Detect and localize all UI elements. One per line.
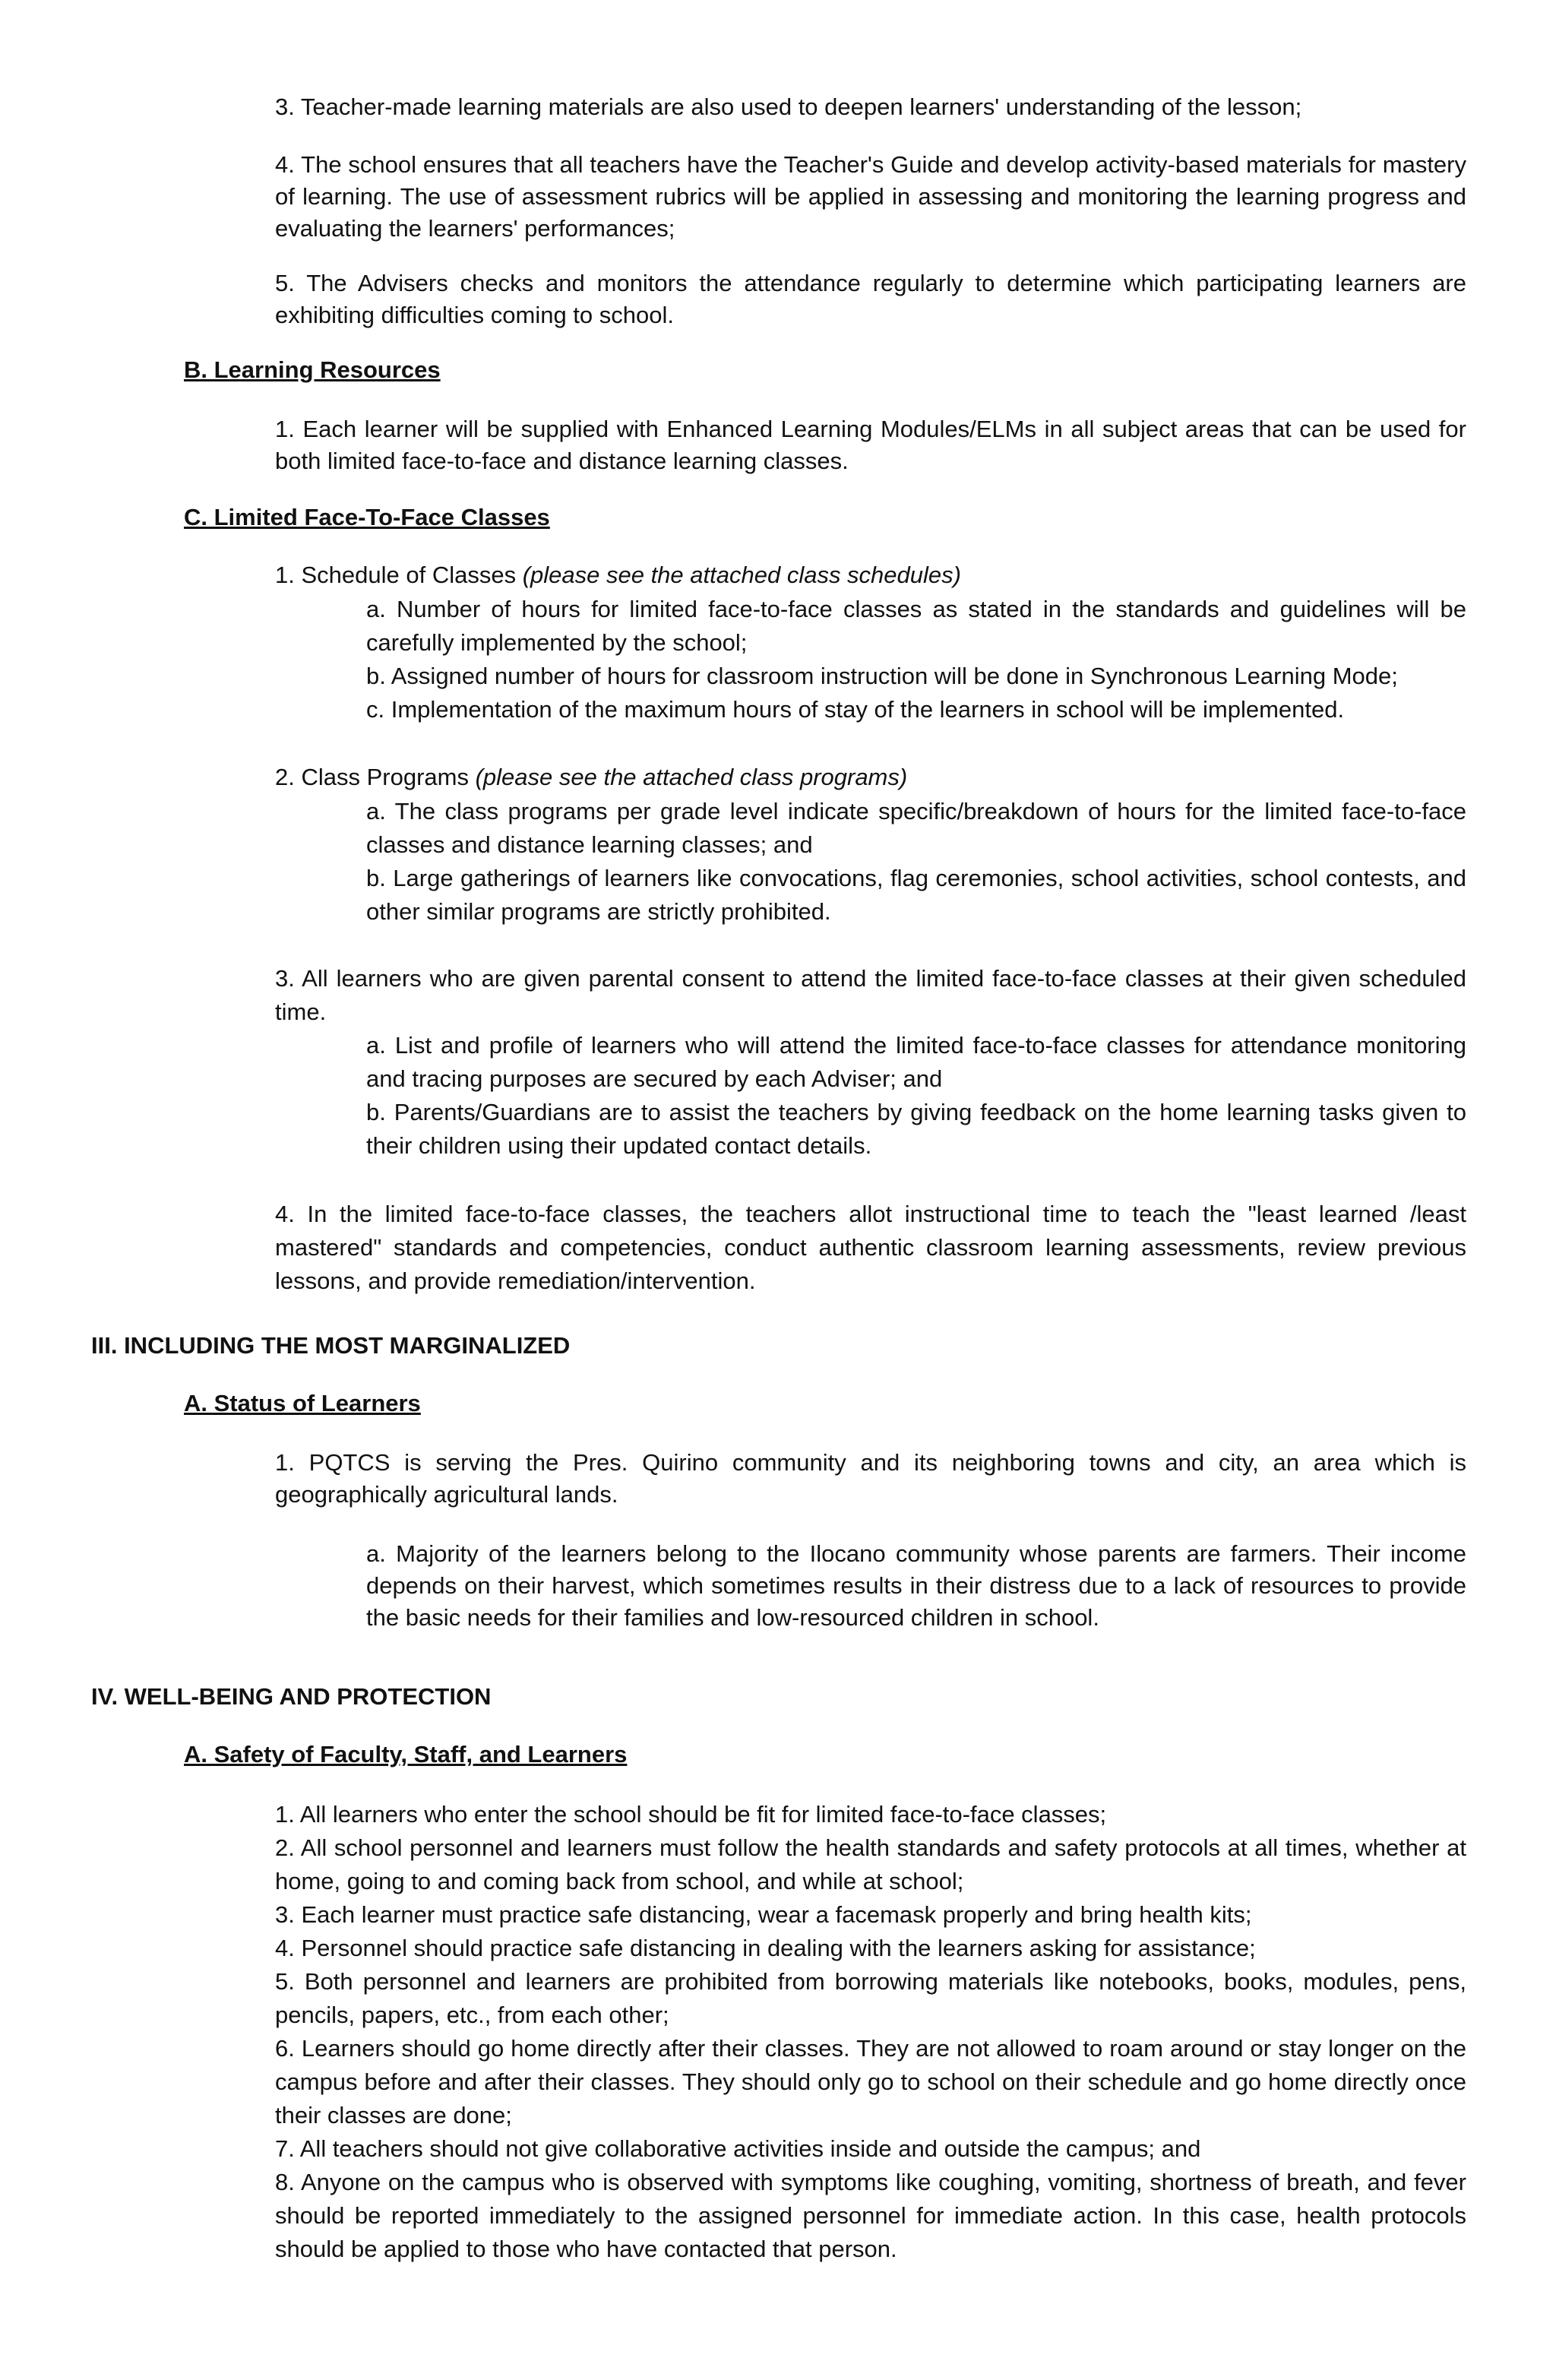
ilocano-community-item: a. Majority of the learners belong to the Ilocano community whose parents are farmers. Their income depends on their harvest, which sometimes results in their distress due to a lack of resources to provide the basic needs for their families and low-resourced children in school. [366,1540,1466,1631]
safety-item: 3. Each learner must practice safe distancing, wear a facemask properly and bring health kits; [275,1901,1252,1928]
item-5-attendance: 5. The Advisers checks and monitors the attendance regularly to determine which participating learners are exhibiting difficulties coming to school. [275,270,1466,328]
schedule-of-classes-label: 1. Schedule of Classes [275,562,523,588]
status-of-learners-heading: A. Status of Learners [184,1390,421,1416]
item-3-teacher-materials: 3. Teacher-made learning materials are also used to deepen learners' understanding of the lesson; [275,93,1302,120]
instructional-time-item: 4. In the limited face-to-face classes, the teachers allot instructional time to teach the "least learned /least mastered" standards and competencies, conduct authentic classroom learning assessments, review previous lessons, and provide remediation/intervention. [275,1201,1466,1294]
parental-consent-item: 3. All learners who are given parental consent to attend the limited face-to-face classes at their given scheduled time. [275,965,1466,1025]
safety-item: 4. Personnel should practice safe distancing in dealing with the learners asking for assistance; [275,1935,1256,1961]
class-programs [275,761,1466,793]
schedule-item-b: b. Assigned number of hours for classroom instruction will be done in Synchronous Learning Mode; [366,663,1398,689]
schedule-item-c: c. Implementation of the maximum hours of stay of the learners in school will be implemented. [366,696,1345,723]
parental-consent-item-a: a. List and profile of learners who will attend the limited face-to-face classes for attendance monitoring and tracing purposes are secured by each Adviser; and [366,1032,1466,1092]
schedule-item-a: a. Number of hours for limited face-to-face classes as stated in the standards and guidelines will be carefully implemented by the school; [366,596,1466,656]
schedule-of-classes-note: (please see the attached class schedules) [522,562,961,588]
class-programs-label: 2. Class Programs [275,764,476,790]
safety-list [275,1798,1466,2266]
item-4-teachers-guide: 4. The school ensures that all teachers have the Teacher's Guide and develop activity-based materials for mastery of learning. The use of assessment rubrics will be applied in assessing and monitoring the learning progress and evaluating the learners' performances; [275,151,1466,242]
learning-resources-heading: B. Learning Resources [184,356,441,383]
parental-consent-item-b: b. Parents/Guardians are to assist the teachers by giving feedback on the home learning tasks given to their children using their updated contact details. [366,1099,1466,1159]
safety-item: 1. All learners who enter the school should be fit for limited face-to-face classes; [275,1801,1107,1828]
limited-f2f-heading: C. Limited Face-To-Face Classes [184,504,550,530]
safety-item: 5. Both personnel and learners are prohibited from borrowing materials like notebooks, books, modules, pens, pencils, papers, etc., from each other; [275,1968,1466,2028]
pqtcs-community-item: 1. PQTCS is serving the Pres. Quirino community and its neighboring towns and city, an area which is geographically agricultural lands. [275,1449,1466,1508]
class-programs-note: (please see the attached class programs) [475,764,908,790]
schedule-of-classes [275,559,1466,591]
safety-item: 7. All teachers should not give collaborative activities inside and outside the campus; and [275,2135,1201,2162]
learning-resources-item-1: 1. Each learner will be supplied with Enhanced Learning Modules/ELMs in all subject areas that can be used for both limited face-to-face and distance learning classes. [275,416,1466,474]
class-programs-item-a: a. The class programs per grade level indicate specific/breakdown of hours for the limited face-to-face classes and distance learning classes; and [366,798,1466,858]
safety-item: 8. Anyone on the campus who is observed with symptoms like coughing, vomiting, shortness of breath, and fever should be reported immediately to the assigned personnel for immediate action. In this case, health protocols should be applied to those who have contacted that person. [275,2169,1466,2262]
section-iii-heading: III. INCLUDING THE MOST MARGINALIZED [91,1332,571,1359]
safety-item: 2. All school personnel and learners must follow the health standards and safety protocols at all times, whether at home, going to and coming back from school, and while at school; [275,1834,1466,1894]
safety-item: 6. Learners should go home directly after their classes. They are not allowed to roam around or stay longer on the campus before and after their classes. They should only go to school on their schedule and go home directly once their classes are done; [275,2035,1466,2128]
safety-heading: A. Safety of Faculty, Staff, and Learners [184,1741,628,1768]
class-programs-item-b: b. Large gatherings of learners like convocations, flag ceremonies, school activities, school contests, and other similar programs are strictly prohibited. [366,865,1466,925]
section-iv-heading: IV. WELL-BEING AND PROTECTION [91,1683,492,1710]
